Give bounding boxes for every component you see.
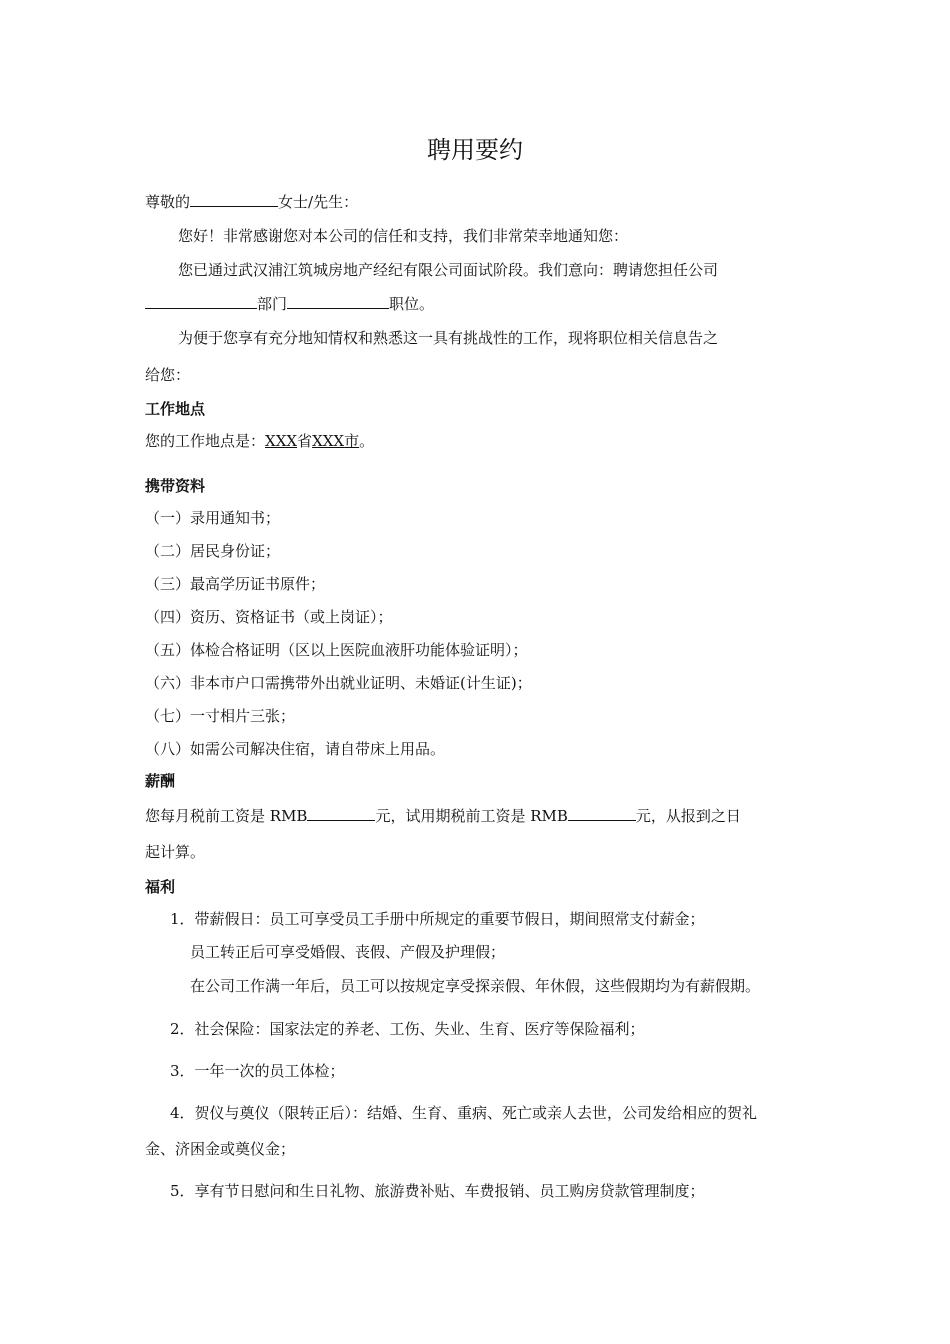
materials-item: （五）体检合格证明（区以上医院血液肝功能体验证明）；	[145, 641, 528, 659]
probation-salary-blank	[568, 805, 636, 821]
province-suffix: 省	[297, 432, 313, 450]
position-label: 职位。	[389, 295, 435, 313]
greeting-paragraph: 您好！非常感谢您对本公司的信任和支持，我们非常荣幸地通知您：	[178, 227, 629, 245]
materials-item: （二）居民身份证；	[145, 542, 281, 560]
department-blank	[145, 293, 257, 309]
materials-item: （八）如需公司解决住宿，请自带床上用品。	[145, 740, 446, 758]
benefits-heading: 福利	[145, 878, 176, 896]
materials-item: （七）一寸相片三张；	[145, 707, 296, 725]
work-location-prefix: 您的工作地点是：	[145, 432, 266, 450]
name-blank	[190, 191, 278, 207]
position-blank	[287, 293, 389, 309]
salary-monthly-label: 您每月税前工资是 RMB	[145, 807, 308, 825]
materials-item: （六）非本市户口需携带外出就业证明、未婚证(计生证)；	[145, 674, 532, 692]
work-location-end: 。	[359, 432, 375, 450]
materials-item: （四）资历、资格证书（或上岗证）；	[145, 608, 393, 626]
salary-probation-label: 元，试用期税前工资是 RMB	[375, 807, 568, 825]
city-suffix: 市	[344, 432, 360, 450]
materials-item: （一）录用通知书；	[145, 509, 281, 527]
salutation-suffix: 女士/先生：	[278, 193, 359, 211]
department-label: 部门	[257, 295, 288, 313]
salary-heading: 薪酬	[145, 772, 176, 790]
offer-paragraph-line1: 您已通过武汉浦江筑城房地产经纪有限公司面试阶段。我们意向：聘请您担任公司	[178, 261, 719, 279]
work-location-text	[145, 431, 374, 451]
benefit-item-4-line2: 金、济困金或奠仪金；	[145, 1140, 296, 1158]
province-value: XXX	[265, 432, 298, 450]
city-value: XXX	[312, 432, 345, 450]
info-paragraph-line1: 为便于您享有充分地知情权和熟悉这一具有挑战性的工作，现将职位相关信息告之	[178, 329, 719, 347]
materials-item: （三）最高学历证书原件；	[145, 575, 326, 593]
benefit-item-4: 4．贺仪与奠仪（限转正后）：结婚、生育、重病、死亡或亲人去世，公司发给相应的贺礼	[170, 1104, 758, 1122]
benefit-item-5: 5．享有节日慰问和生日礼物、旅游费补贴、车费报销、员工购房贷款管理制度；	[170, 1182, 705, 1200]
benefit-item-1: 1．带薪假日：员工可享受员工手册中所规定的重要节假日，期间照常支付薪金；	[170, 910, 705, 928]
benefit-item-2: 2．社会保险：国家法定的养老、工伤、失业、生育、医疗等保险福利；	[170, 1020, 645, 1038]
offer-paragraph-line2	[145, 293, 434, 314]
salary-start-label: 元，从报到之日	[635, 807, 741, 825]
monthly-salary-blank	[307, 805, 375, 821]
benefit-item-3: 3．一年一次的员工体检；	[170, 1062, 345, 1080]
salutation	[145, 191, 358, 212]
info-paragraph-line2: 给您：	[145, 366, 191, 384]
salutation-prefix: 尊敬的	[145, 193, 191, 211]
benefit-item-1-line2: 员工转正后可享受婚假、丧假、产假及护理假；	[190, 943, 506, 961]
benefit-item-1-line3: 在公司工作满一年后，员工可以按规定享受探亲假、年休假，这些假期均为有薪假期。	[190, 977, 761, 995]
document-title: 聘用要约	[427, 136, 523, 164]
materials-heading: 携带资料	[145, 477, 206, 495]
work-location-heading: 工作地点	[145, 400, 206, 418]
salary-line1	[145, 805, 741, 826]
salary-line2: 起计算。	[145, 843, 206, 861]
